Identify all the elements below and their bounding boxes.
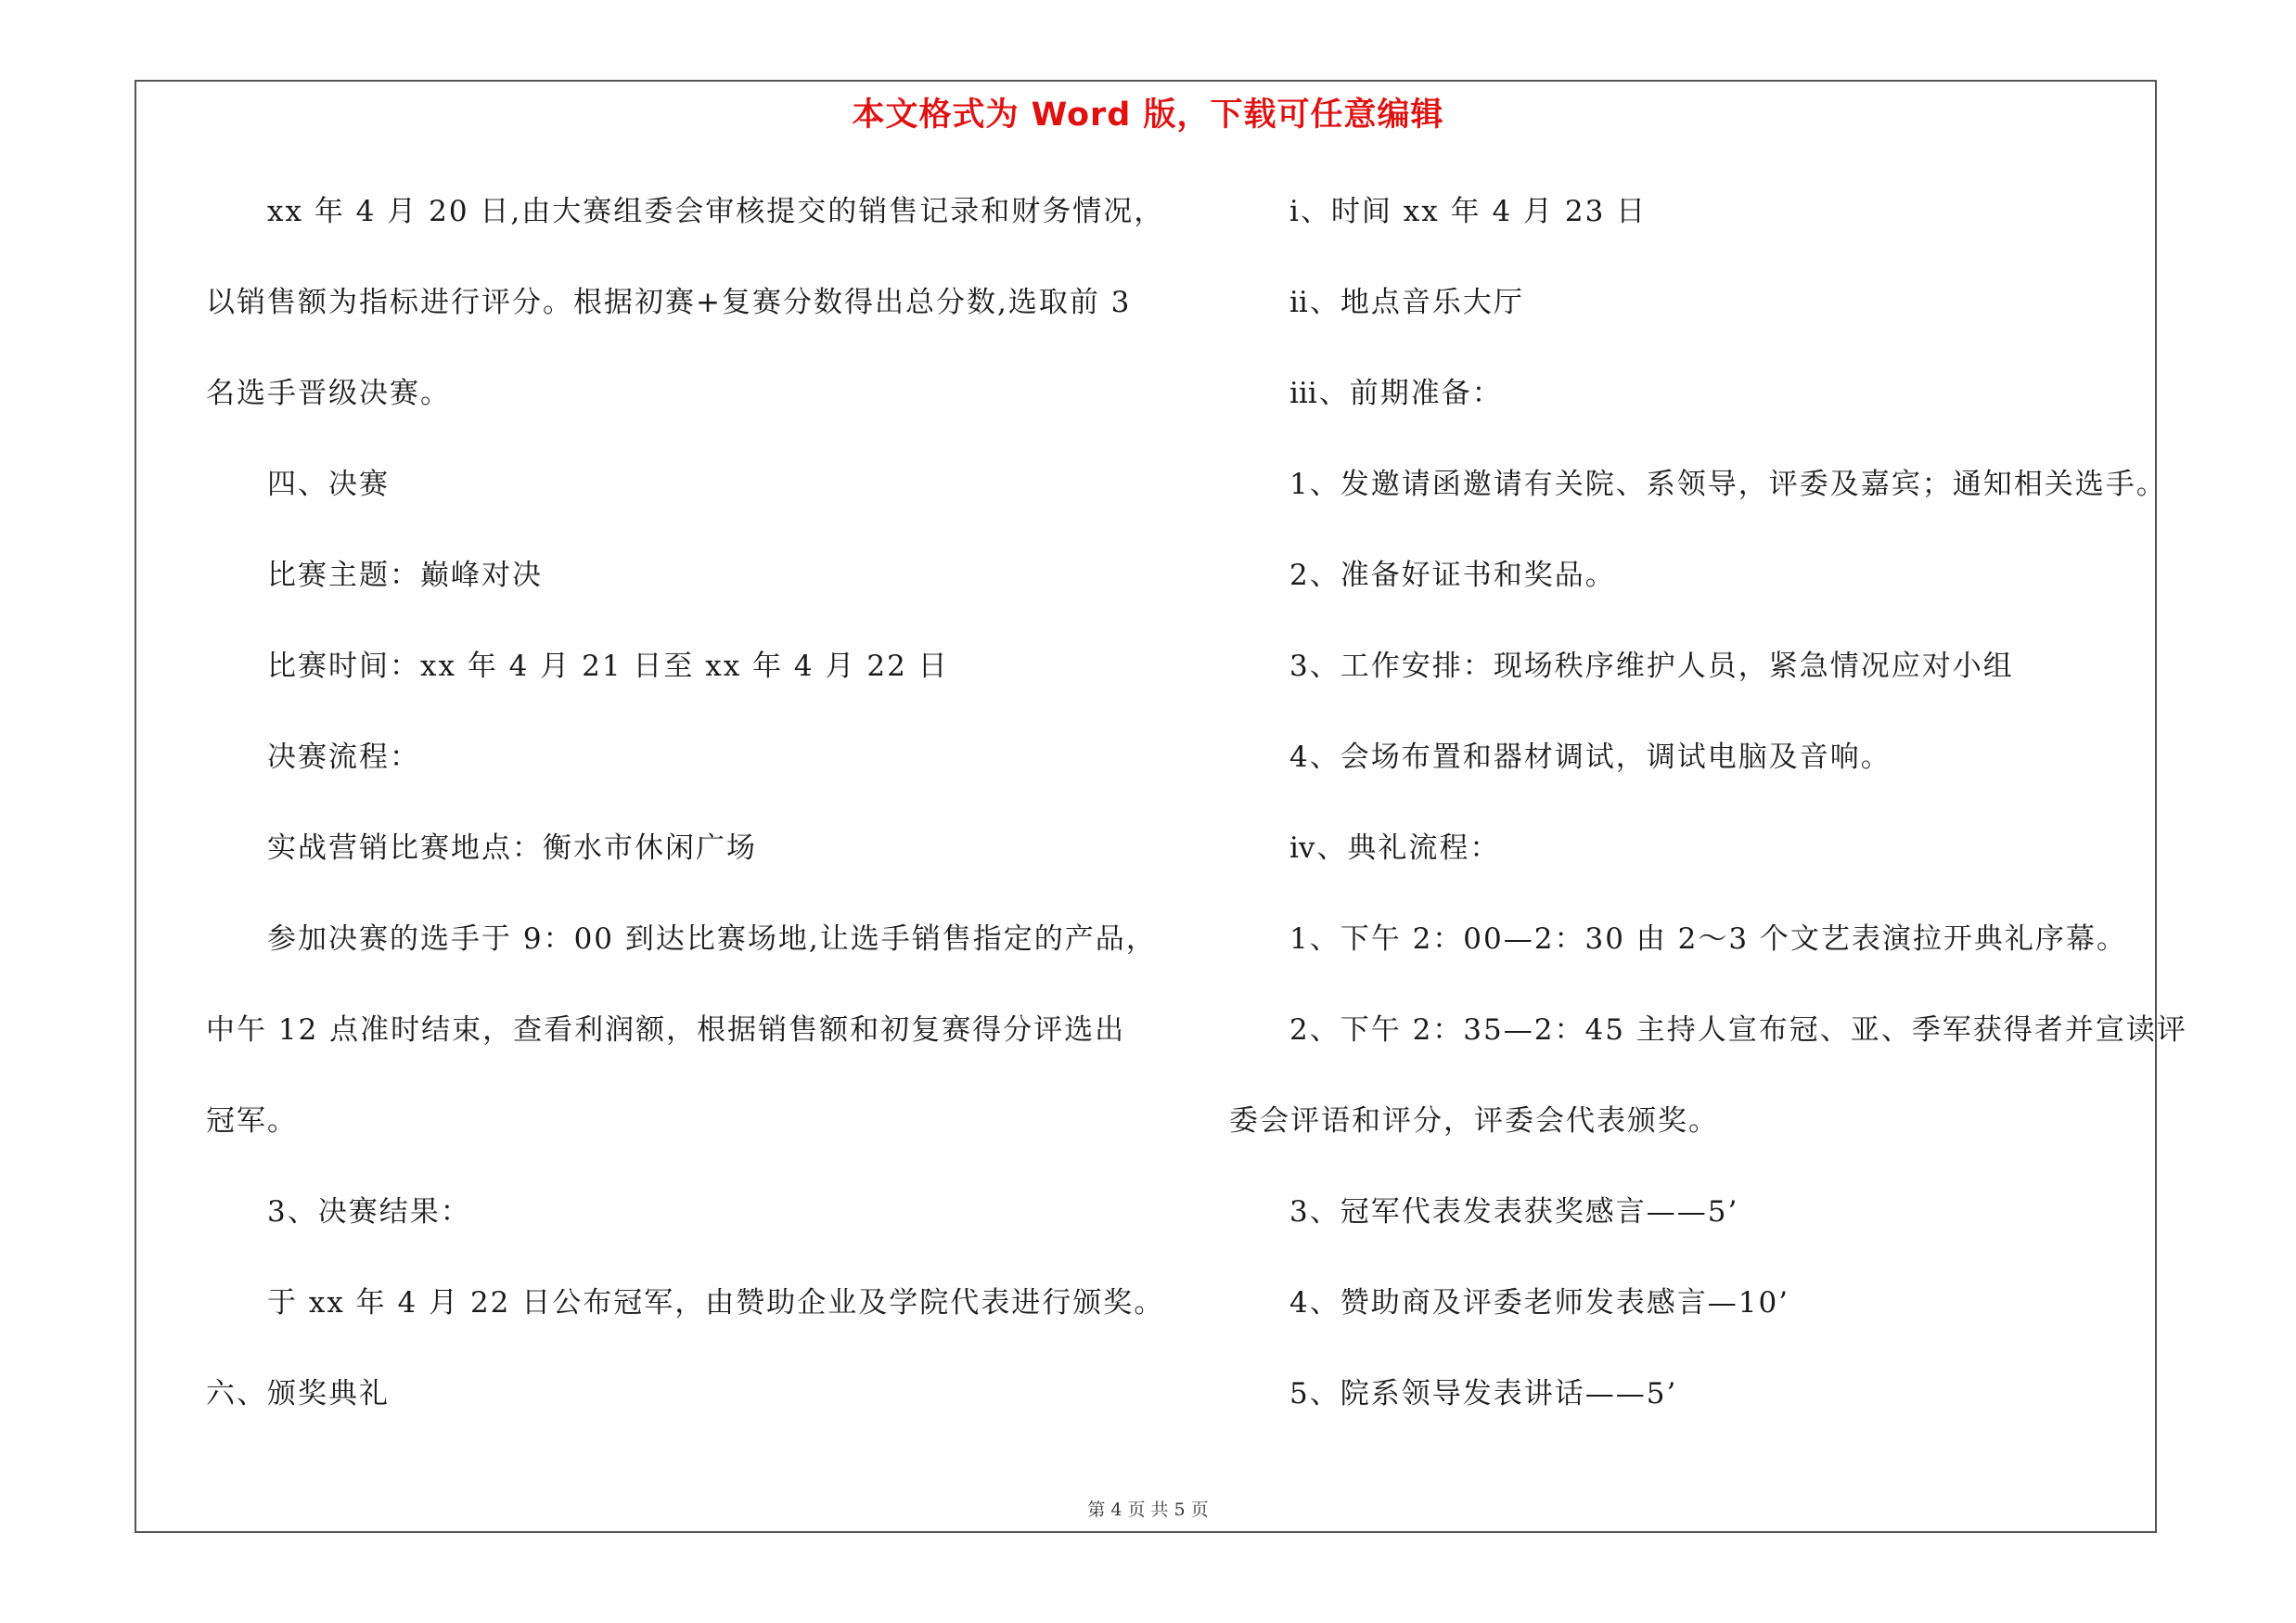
left-line-noon: 中午 12 点准时结束，查看利润额，根据销售额和初复赛得分评选出 — [206, 1013, 1126, 1047]
left-line-process: 决赛流程： — [267, 741, 420, 774]
right-line-step-2-cont: 委会评语和评分，评委会代表颁奖。 — [1229, 1104, 1719, 1138]
right-line-staffing: 3、工作安排：现场秩序维护人员，紧急情况应对小组 — [1289, 650, 2014, 683]
right-line-step-5: 5、院系领导发表讲话——5’ — [1289, 1377, 1678, 1410]
right-line-venue: ⅱ、地点音乐大厅 — [1289, 286, 1524, 319]
left-line-theme: 比赛主题：巅峰对决 — [267, 559, 543, 592]
left-line-3: 名选手晋级决赛。 — [206, 377, 451, 410]
section-heading-final: 四、决赛 — [267, 468, 390, 501]
left-line-2: 以销售额为指标进行评分。根据初赛+复赛分数得出总分数,选取前 3 — [206, 286, 1132, 319]
left-line-location: 实战营销比赛地点：衡水市休闲广场 — [267, 831, 757, 865]
right-line-step-2: 2、下午 2：35—2：45 主持人宣布冠、亚、季军获得者并宣读评 — [1289, 1013, 2187, 1047]
right-line-certificates: 2、准备好证书和奖品。 — [1289, 559, 1616, 592]
right-line-invite: 1、发邀请函邀请有关院、系领导，评委及嘉宾；通知相关选手。 — [1289, 468, 2167, 501]
page-number-footer: 第 4 页 共 5 页 — [1087, 1500, 1209, 1520]
left-line-participants: 参加决赛的选手于 9：00 到达比赛场地,让选手销售指定的产品， — [267, 922, 1157, 956]
right-line-step-3: 3、冠军代表发表获奖感言——5’ — [1289, 1195, 1739, 1229]
left-line-result: 于 xx 年 4 月 22 日公布冠军，由赞助企业及学院代表进行颁奖。 — [267, 1286, 1165, 1320]
left-line-time: 比赛时间：xx 年 4 月 21 日至 xx 年 4 月 22 日 — [267, 650, 949, 683]
right-line-ceremony-heading: ⅳ、典礼流程： — [1289, 831, 1501, 865]
section-heading-ceremony: 六、颁奖典礼 — [206, 1377, 390, 1410]
right-line-prep-heading: ⅲ、前期准备： — [1289, 377, 1503, 410]
left-line-result-heading: 3、决赛结果： — [267, 1195, 471, 1229]
right-line-step-4: 4、赞助商及评委老师发表感言—10’ — [1289, 1286, 1790, 1320]
right-line-venue-setup: 4、会场布置和器材调试，调试电脑及音响。 — [1289, 741, 1892, 774]
right-line-time: ⅰ、时间 xx 年 4 月 23 日 — [1289, 195, 1648, 228]
left-line-1: xx 年 4 月 20 日,由大赛组委会审核提交的销售记录和财务情况， — [267, 195, 1165, 228]
right-line-step-1: 1、下午 2：00—2：30 由 2～3 个文艺表演拉开典礼序幕。 — [1289, 922, 2127, 956]
word-format-banner: 本文格式为 Word 版，下载可任意编辑 — [852, 97, 1444, 134]
left-line-champion: 冠军。 — [206, 1104, 298, 1138]
